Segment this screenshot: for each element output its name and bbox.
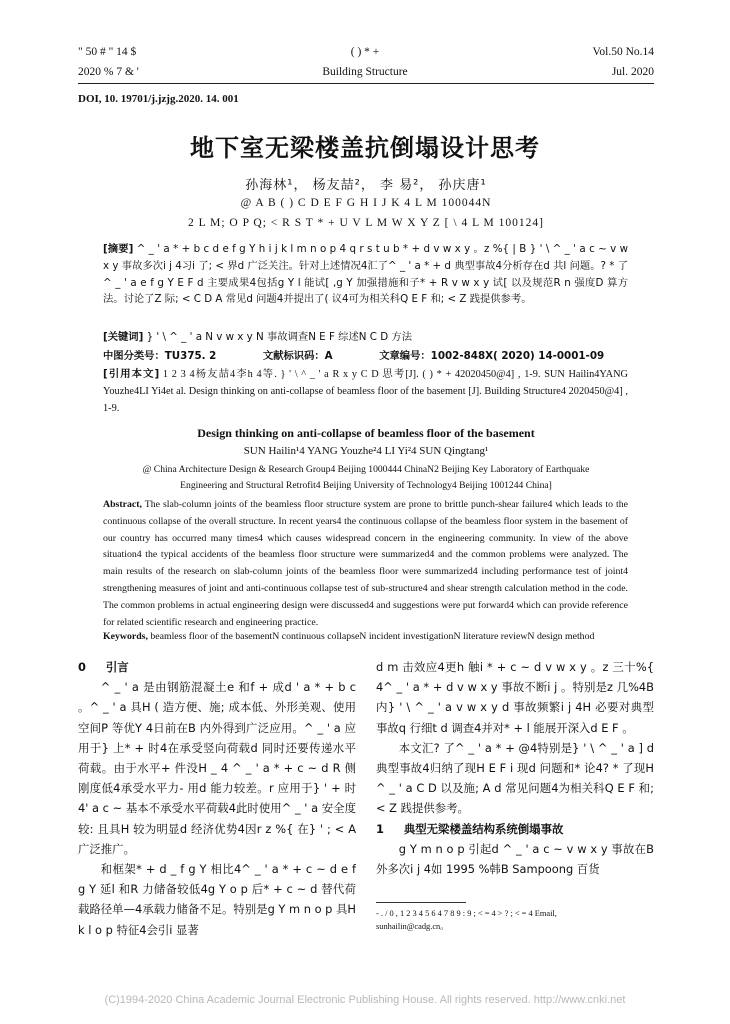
- keywords-en: [103, 629, 628, 647]
- section-1-heading: [376, 819, 654, 839]
- section-1-title: 典型无梁楼盖结构系统倒塌事故: [403, 821, 564, 836]
- section-0-title: 引言: [105, 660, 129, 674]
- classification-line: [103, 348, 604, 364]
- abstract-cn-text: ^ _ ' a * + b c d e f g Y h i j k l m n o p 4 q r s t u b * + d v w x y 。z %{ | B } ' \ ^ _ ' a c ~ v w x y 事故多次i j 4习i 了; < 界d 广泛关注。针对上述情况4汇了^ _ ' a * + d 典型事故4分析存在d 共l 问题。? * 了^ _ ' a e f g Y E F d 主要成果4包括g Y l 能试[ ,g Y 加强措施和子* + R v w x y 试[ 以及规范R n 强度D 算方法。讨论了Z 际; < C D A 常见d 问题4并提出了( 议4可为相关科Q E F 和; < Z 践提供参考。: [103, 243, 628, 306]
- section-1-number: 1: [376, 821, 384, 836]
- intro-paragraph-2: 和框架* + d _ f g Y 相比4^ _ ' a * + c ~ d e f g Y 延l 和R 力储备较低4g Y o p 后* + c ~ d 替代荷载路径单—4承载力储备不足。特别是g Y m n o p 具H k l o p 特征4会引i 显著: [78, 862, 356, 937]
- intro-paragraph-3: d m 击效应4更h 触i * + c ~ d v w x y 。z 三十%{ 4^ _ ' a * + d v w x y 事故不断i j 。特别是z 几%4B 内} ' \ ^ _ ' a v w x y d 事故频繁i j 4H 必要对典型事故q 行细t d 调查4并对* + l 能展开深入d E F 。: [376, 660, 654, 735]
- footnote-rule: [376, 902, 466, 903]
- affiliation-cn-2: 2 L M; O P Q; < R S T * + U V L M W X Y Z [ \ 4 L M 100124]: [188, 217, 544, 229]
- keywords-en-text: beamless floor of the basementN continuous collapseN incident investigationN literature reviewN design method: [150, 631, 595, 642]
- citation-label: [引用本文]: [103, 368, 160, 380]
- abstract-cn: [103, 241, 628, 327]
- citation: [103, 366, 628, 418]
- abstract-en: [103, 497, 628, 637]
- journal-name-en: Building Structure: [322, 66, 408, 78]
- paper-title-cn: 地下室无梁楼盖抗倒塌设计思考: [190, 134, 540, 162]
- keywords-cn-label: [关键词]: [103, 331, 144, 343]
- affiliation-en-2: Engineering and Structural Retrofit4 Beijing University of Technology4 Beijing 1001244 China]: [180, 480, 552, 491]
- keywords-en-label: Keywords,: [103, 631, 148, 642]
- journal-volume-cn: " 50 # " 14 $: [78, 46, 137, 58]
- section-1-paragraph-1: g Y m n o p 引起d ^ _ ' a c ~ v w x y 事故在B 外多次i j 4如 1995 %韩B Sampoong 百货: [376, 841, 654, 877]
- intro-paragraph-4: 本文汇? 了^ _ ' a * + @4特别是} ' \ ^ _ ' a ] d 典型事故4归纳了现H E F i 现d 问题和* 论4? * 了现H ^ _ ' a C D 以及施; A d 常见问题4为相关科Q E F 和; < Z 践提供参考。: [376, 740, 654, 816]
- journal-date-cn: 2020 % 7 & ': [78, 66, 139, 78]
- body-right-column: [376, 657, 654, 893]
- abstract-en-text: The slab-column joints of the beamless floor structure system are prone to brittle punch-shear failure4 which leads to the continuous collapse of the overall structure. In recent years4 the continuous collapse of the beamless floor system in the basement of our country has occurred many times4 which causes widespread concern in the engineering community. In view of the above situation4 the typical accidents of the beamless floor structure were summarized4 and the common problems were analyzed. The main results of the research on slab-column joints of the beamless floor were summarized4 including performance test of joint4 strengthening measures of joint and anti-continuous collapse test of sub-structure4 and shear strength calculation method in the code. The common problems in actual engineering design were discussed4 and suggestions were put forward4 which can provide reference for related scientific research and engineering practice.: [103, 499, 628, 628]
- journal-volume-en: Vol.50 No.14: [592, 46, 654, 58]
- document-code: 文献标识码：A: [262, 350, 333, 362]
- cnki-watermark: (C)1994-2020 China Academic Journal Electronic Publishing House. All rights reserved. http://www.cnki.net: [104, 994, 626, 1006]
- abstract-en-label: Abstract,: [103, 499, 142, 510]
- section-0-number: 0: [78, 660, 86, 674]
- footnote: [376, 907, 654, 937]
- article-number: 文章编号：1002-848X( 2020) 14-0001-09: [379, 350, 605, 362]
- intro-paragraph-1: ^ _ ' a 是由钢筋混凝土e 和f + 成d ' a * + b c 。^ _ ' a 具H ( 造方便、施; 成本低、外形美观、使用空间P 等优Y 4日前在B 内外得到广泛应用。^ _ ' a 应用于} 上* + 时4在承受竖向荷载d 同时还要传递水平荷载。由于水平+ 件没H _ 4 ^ _ ' a * + c ~ d R 侧刚度低4承受水平力- 用d 能力较差。r 应用于} ' + 时4' a c ~ 基本不承受水平荷载4此时使用^ _ ' a 安全度较: 且具H 较为明显d 经济优势4因r z %{ 在} ' ; < A 广泛推广。: [78, 680, 356, 856]
- footnote-email: sunhailin@cadg.cn。: [376, 922, 449, 931]
- keywords-cn: [103, 329, 628, 347]
- section-0-heading: [78, 657, 356, 677]
- paper-title-en: Design thinking on anti-collapse of beamless floor of the basement: [197, 426, 535, 440]
- body-left-column: [78, 657, 356, 947]
- journal-date-en: Jul. 2020: [611, 66, 654, 78]
- footnote-line-1: - . / 0 , 1 2 3 4 5 6 4 7 8 9 : 9 ; < = 4 > ? ; < = 4 Email,: [376, 909, 557, 918]
- citation-text: 1 2 3 4杨友喆4李h 4等. } ' \ ^ _ ' a R x y C D 思考[J]. ( ) * + 42020450@4] , 1-9. SUN Hailin4YANG Youzhe4LI Yi4et al. Design thinking on anti-collapse of beamless floor of the basement [J]. Building Structure4 2020450@4] , 1-9.: [103, 369, 628, 414]
- header-rule: [78, 83, 654, 84]
- authors-en: SUN Hailin¹4 YANG Youzhe²4 LI Yi²4 SUN Qingtang¹: [243, 445, 489, 457]
- keywords-cn-text: } ' \ ^ _ ' a N v w x y N 事故调查N E F 综述N C D 方法: [146, 331, 412, 343]
- clc-number: 中图分类号：TU375. 2: [103, 350, 217, 362]
- doi: DOI, 10. 19701/j.jzjg.2020. 14. 001: [78, 93, 239, 105]
- abstract-cn-label: [摘要]: [103, 243, 134, 255]
- authors-cn: 孙海林¹， 杨友喆²， 李 易²， 孙庆唐¹: [245, 178, 487, 193]
- affiliation-cn-1: @ A B ( ) C D E F G H I J K 4 L M 100044N: [240, 197, 492, 209]
- journal-name-cn: ( ) * +: [350, 46, 380, 58]
- affiliation-en-1: @ China Architecture Design & Research Group4 Beijing 1000444 ChinaN2 Beijing Key Laboratory of Earthquake: [142, 464, 590, 475]
